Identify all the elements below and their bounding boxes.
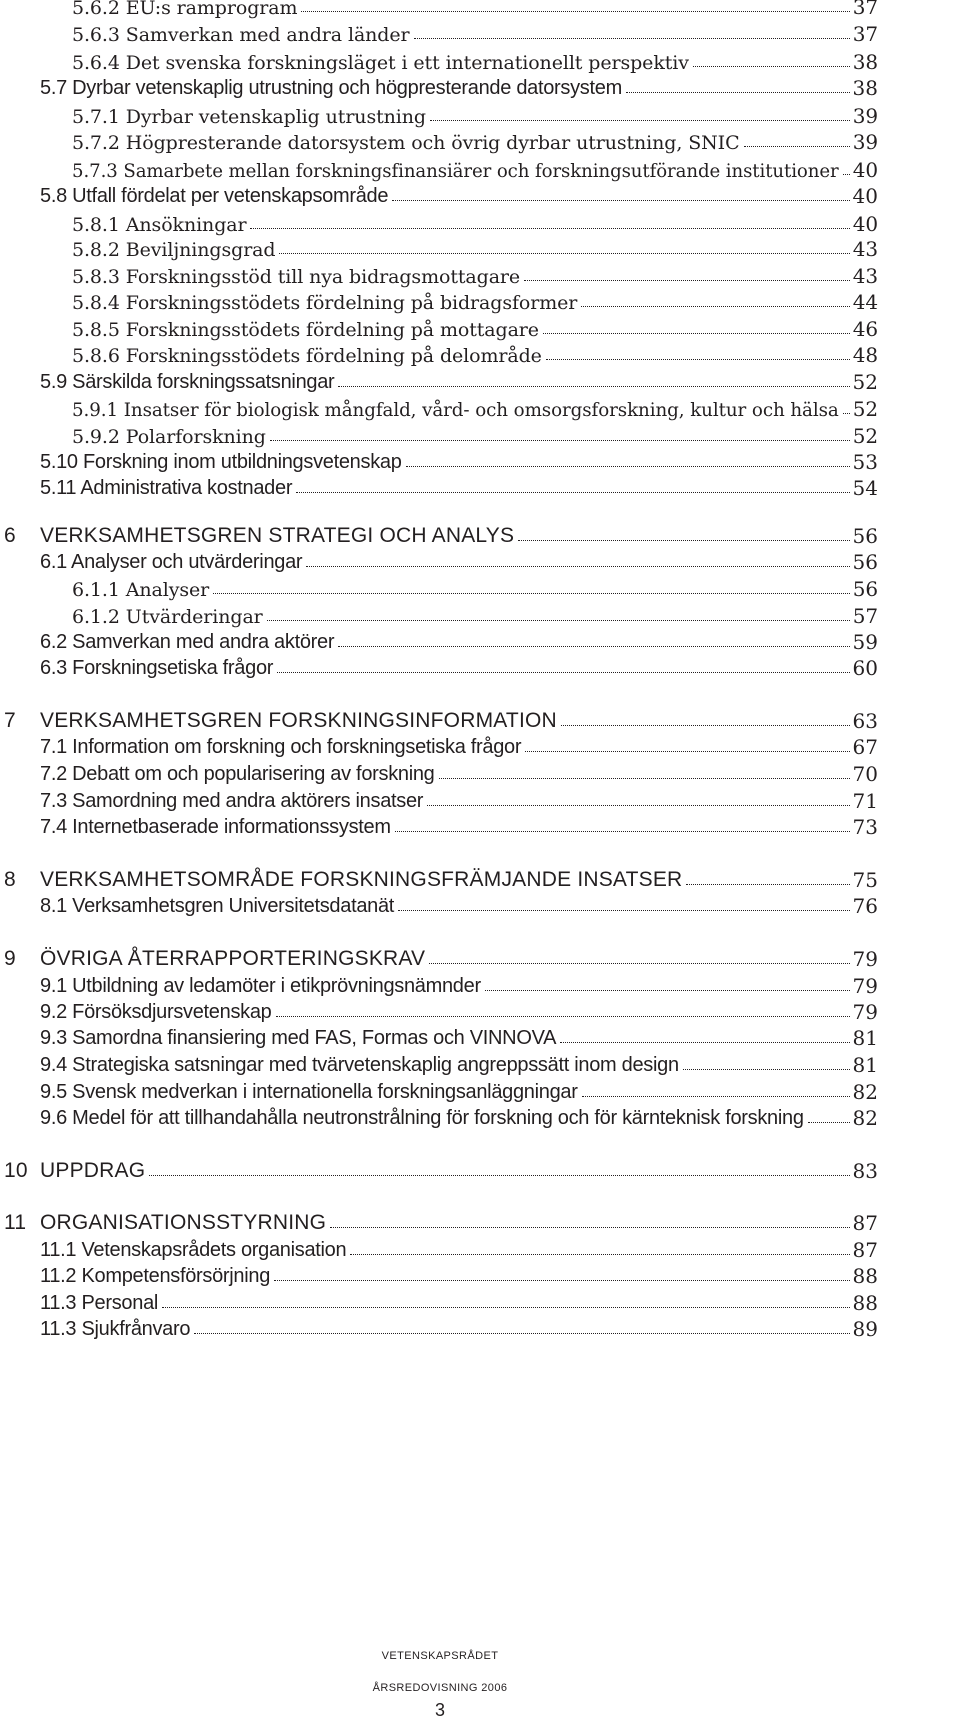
toc-page-number: 88: [852, 1264, 878, 1288]
dot-leader: [406, 466, 850, 467]
dot-leader: [267, 620, 850, 621]
toc-page-number: 37: [852, 0, 878, 19]
toc-page-number: 67: [852, 735, 878, 759]
toc-entry-title: 5.7 Dyrbar vetenskaplig utrustning och högpresterande datorsystem: [40, 77, 622, 99]
dot-leader: [524, 280, 850, 281]
toc-entry[interactable]: [4, 864, 878, 892]
toc-entry[interactable]: [4, 943, 878, 971]
toc-entry[interactable]: [72, 126, 878, 154]
toc-page-number: 38: [852, 76, 878, 100]
toc-entry-title: VERKSAMHETSGREN STRATEGI OCH ANALYS: [40, 524, 515, 547]
toc-entry[interactable]: [40, 811, 878, 839]
dot-leader: [543, 333, 850, 334]
dot-leader: [350, 1254, 849, 1255]
toc-entry-title: 5.8.2 Beviljningsgrad: [72, 239, 276, 261]
toc-entry[interactable]: [40, 1287, 878, 1315]
toc-page-number: 56: [852, 550, 878, 574]
toc-entry[interactable]: [40, 1076, 878, 1104]
toc-entry-title: 5.8.5 Forskningsstödets fördelning på mottagare: [72, 319, 539, 341]
toc-entry-title: 5.6.3 Samverkan med andra länder: [72, 24, 410, 46]
toc-page-number: 46: [852, 317, 878, 341]
toc-page-number: 88: [852, 1291, 878, 1315]
toc-entry[interactable]: [40, 731, 878, 759]
toc-entry-title: 9.3 Samordna finansiering med FAS, Formas och VINNOVA: [40, 1027, 557, 1049]
toc-page-number: 40: [852, 212, 878, 236]
toc-page-number: 56: [852, 524, 878, 548]
toc-entry-title: 5.6.4 Det svenska forskningsläget i ett internationellt perspektiv: [72, 52, 689, 74]
toc-page-number: 48: [852, 343, 878, 367]
toc-page-number: 40: [852, 158, 878, 182]
toc-entry[interactable]: [4, 705, 878, 733]
toc-entry[interactable]: [40, 1260, 878, 1288]
dot-leader: [330, 1227, 849, 1228]
toc-entry-title: 5.7.1 Dyrbar vetenskaplig utrustning: [72, 106, 426, 128]
toc-entry-title: 5.9 Särskilda forskningssatsningar: [40, 371, 335, 393]
toc-page-number: 59: [852, 630, 878, 654]
toc-chapter-number: 10: [4, 1159, 28, 1182]
toc-entry[interactable]: [72, 420, 878, 448]
dot-leader: [686, 884, 849, 885]
toc-chapter-number: 11: [4, 1211, 27, 1234]
toc-entry[interactable]: [72, 313, 878, 341]
dot-leader: [306, 566, 849, 567]
toc-entry-title: ORGANISATIONSSTYRNING: [40, 1211, 327, 1234]
toc-page-number: 87: [852, 1238, 878, 1262]
toc-page-number: 39: [852, 130, 878, 154]
toc-page-number: 83: [852, 1159, 878, 1183]
toc-entry-title: 5.8 Utfall fördelat per vetenskapsområde: [40, 185, 389, 207]
toc-entry[interactable]: [40, 366, 878, 394]
toc-entry[interactable]: [40, 1234, 878, 1262]
toc-page-number: 79: [852, 974, 878, 998]
dot-leader: [525, 751, 849, 752]
toc-entry-title: 7.3 Samordning med andra aktörers insatser: [40, 790, 424, 812]
toc-entry[interactable]: [40, 652, 878, 680]
toc-entry-title: 11.3 Personal: [40, 1292, 159, 1314]
toc-entry[interactable]: [72, 600, 878, 628]
toc-entry[interactable]: [40, 1022, 878, 1050]
toc-entry[interactable]: [4, 1155, 878, 1183]
toc-entry[interactable]: [4, 520, 878, 548]
toc-entry-title: 7.4 Internetbaserade informationssystem: [40, 816, 391, 838]
toc-entry-title: VERKSAMHETSGREN FORSKNINGSINFORMATION: [40, 709, 557, 732]
toc-entry-title: 7.1 Information om forskning och forskningsetiska frågor: [40, 736, 522, 758]
toc-page-number: 40: [852, 184, 878, 208]
toc-page-number: 60: [852, 656, 878, 680]
toc-entry-title: 5.9.1 Insatser för biologisk mångfald, vård- och omsorgsforskning, kultur och hälsa: [72, 399, 839, 421]
toc-page-number: 44: [852, 290, 878, 314]
toc-page-number: 57: [852, 604, 878, 628]
toc-entry[interactable]: [72, 573, 878, 601]
dot-leader: [582, 1096, 850, 1097]
toc-entry[interactable]: [40, 626, 878, 654]
toc-entry-title: 9.1 Utbildning av ledamöter i etikprövningsnämnder: [40, 975, 481, 997]
toc-entry-title: 5.8.3 Forskningsstöd till nya bidragsmottagare: [72, 266, 521, 288]
toc-page-number: 79: [852, 947, 878, 971]
toc-entry[interactable]: [72, 18, 878, 46]
toc-page-number: 81: [852, 1053, 878, 1077]
toc-entry-title: 11.3 Sjukfrånvaro: [40, 1318, 191, 1340]
toc-entry-title: ÖVRIGA ÅTERRAPPORTERINGSKRAV: [40, 947, 426, 970]
toc-page-number: 79: [852, 1000, 878, 1024]
toc-entry-title: 8.1 Verksamhetsgren Universitetsdatanät: [40, 895, 395, 917]
toc-entry[interactable]: [72, 154, 878, 182]
dot-leader: [274, 1280, 849, 1281]
dot-leader: [439, 778, 850, 779]
toc-page-number: 70: [852, 762, 878, 786]
dot-leader: [430, 120, 850, 121]
dot-leader: [213, 593, 850, 594]
toc-page-number: 76: [852, 894, 878, 918]
toc-page-number: 82: [852, 1106, 878, 1130]
footer-report-title: ÅRSREDOVISNING 2006: [372, 1682, 508, 1694]
toc-entry[interactable]: [72, 286, 878, 314]
toc-page-number: 63: [852, 709, 878, 733]
toc-entry-title: 6.2 Samverkan med andra aktörer: [40, 631, 335, 653]
toc-entry-title: 5.10 Forskning inom utbildningsvetenskap: [40, 451, 402, 473]
toc-chapter-number: 6: [4, 524, 16, 547]
toc-entry[interactable]: [72, 46, 878, 74]
toc-entry-title: 9.5 Svensk medverkan i internationella forskningsanläggningar: [40, 1081, 578, 1103]
toc-entry[interactable]: [40, 890, 878, 918]
toc-page-number: 38: [852, 50, 878, 74]
toc-page-number: 54: [852, 476, 878, 500]
dot-leader: [392, 200, 849, 201]
dot-leader: [808, 1122, 850, 1123]
toc-entry-title: 9.4 Strategiska satsningar med tvärvetenskaplig angreppssätt inom design: [40, 1054, 679, 1076]
toc-page-number: 52: [852, 424, 878, 448]
dot-leader: [301, 11, 849, 12]
dot-leader: [485, 990, 850, 991]
toc-entry-title: 6.3 Forskningsetiska frågor: [40, 657, 274, 679]
toc-entry-title: 5.11 Administrativa kostnader: [40, 477, 293, 499]
toc-page-number: 73: [852, 815, 878, 839]
toc-entry-title: 5.7.2 Högpresterande datorsystem och övrig dyrbar utrustning, SNIC: [72, 132, 740, 154]
toc-page-number: 52: [852, 370, 878, 394]
toc-entry-title: 9.6 Medel för att tillhandahålla neutronstrålning för forskning och för kärnteknisk forskning: [40, 1107, 804, 1129]
toc-page-number: 39: [852, 104, 878, 128]
toc-entry[interactable]: [40, 1102, 878, 1130]
dot-leader: [398, 910, 849, 911]
dot-leader: [395, 831, 850, 832]
toc-entry-title: 5.9.2 Polarforskning: [72, 426, 266, 448]
toc-page-number: 52: [852, 397, 878, 421]
toc-entry-title: 9.2 Försöksdjursvetenskap: [40, 1001, 272, 1023]
toc-page-number: 81: [852, 1026, 878, 1050]
dot-leader: [429, 963, 849, 964]
toc-entry-title: 5.7.3 Samarbete mellan forskningsfinansiärer och forskningsutförande institutioner: [72, 160, 839, 182]
toc-entry[interactable]: [40, 1313, 878, 1341]
toc-entry[interactable]: [72, 339, 878, 367]
toc-chapter-number: 7: [4, 709, 16, 732]
dot-leader: [194, 1333, 849, 1334]
dot-leader: [149, 1175, 849, 1176]
dot-leader: [744, 146, 850, 147]
toc-entry[interactable]: [40, 970, 878, 998]
toc-entry-title: 7.2 Debatt om och popularisering av forskning: [40, 763, 435, 785]
toc-entry[interactable]: [72, 208, 878, 236]
toc-page-number: 89: [852, 1317, 878, 1341]
toc-entry-title: 6.1.1 Analyser: [72, 579, 210, 601]
dot-leader: [843, 413, 850, 414]
dot-leader: [683, 1069, 850, 1070]
toc-page-number: 56: [852, 577, 878, 601]
toc-entry[interactable]: [72, 100, 878, 128]
toc-page-number: 53: [852, 450, 878, 474]
toc-entry[interactable]: [72, 233, 878, 261]
toc-entry-title: 6.1 Analyser och utvärderingar: [40, 551, 303, 573]
dot-leader: [561, 725, 850, 726]
toc-entry[interactable]: [40, 996, 878, 1024]
toc-entry[interactable]: [40, 785, 878, 813]
toc-entry-title: VERKSAMHETSOMRÅDE FORSKNINGSFRÄMJANDE INSATSER: [40, 868, 683, 891]
dot-leader: [270, 440, 850, 441]
toc-page-number: 43: [852, 264, 878, 288]
toc-page-number: 37: [852, 22, 878, 46]
dot-leader: [296, 492, 849, 493]
toc-entry[interactable]: [40, 1049, 878, 1077]
dot-leader: [693, 66, 850, 67]
toc-entry[interactable]: [4, 1207, 878, 1235]
toc-entry-title: 5.8.1 Ansökningar: [72, 214, 247, 236]
toc-page-number: 43: [852, 237, 878, 261]
dot-leader: [518, 540, 849, 541]
toc-entry-title: UPPDRAG: [40, 1159, 146, 1182]
toc-entry[interactable]: [72, 260, 878, 288]
toc-entry-title: 6.1.2 Utvärderingar: [72, 606, 263, 628]
toc-entry-title: 5.6.2 EU:s ramprogram: [72, 0, 298, 19]
toc-entry[interactable]: [40, 180, 878, 208]
toc-page-number: 82: [852, 1080, 878, 1104]
page-number: 3: [434, 1700, 445, 1720]
toc-page-number: 75: [852, 868, 878, 892]
toc-entry[interactable]: [72, 393, 878, 421]
dot-leader: [277, 672, 849, 673]
toc-chapter-number: 8: [4, 868, 16, 891]
dot-leader: [546, 359, 850, 360]
toc-entry[interactable]: [40, 546, 878, 574]
footer-organization: VETENSKAPSRÅDET: [381, 1650, 499, 1662]
toc-entry[interactable]: [40, 72, 878, 100]
toc-page-number: 87: [852, 1211, 878, 1235]
dot-leader: [581, 306, 849, 307]
toc-page-number: 71: [852, 789, 878, 813]
toc-entry-title: 5.8.6 Forskningsstödets fördelning på delområde: [72, 345, 542, 367]
toc-entry-title: 11.2 Kompetensförsörjning: [40, 1265, 271, 1287]
dot-leader: [427, 805, 849, 806]
dot-leader: [560, 1042, 849, 1043]
toc-entry[interactable]: [72, 0, 878, 19]
toc-entry-title: 11.1 Vetenskapsrådets organisation: [40, 1239, 347, 1261]
dot-leader: [626, 92, 850, 93]
dot-leader: [338, 646, 849, 647]
toc-chapter-number: 9: [4, 947, 16, 970]
dot-leader: [276, 1016, 850, 1017]
dot-leader: [338, 386, 849, 387]
dot-leader: [250, 228, 849, 229]
dot-leader: [843, 174, 850, 175]
dot-leader: [162, 1307, 850, 1308]
dot-leader: [414, 38, 850, 39]
dot-leader: [279, 253, 849, 254]
toc-entry[interactable]: [40, 472, 878, 500]
toc-entry-title: 5.8.4 Forskningsstödets fördelning på bidragsformer: [72, 292, 578, 314]
toc-entry[interactable]: [40, 758, 878, 786]
toc-entry[interactable]: [40, 446, 878, 474]
